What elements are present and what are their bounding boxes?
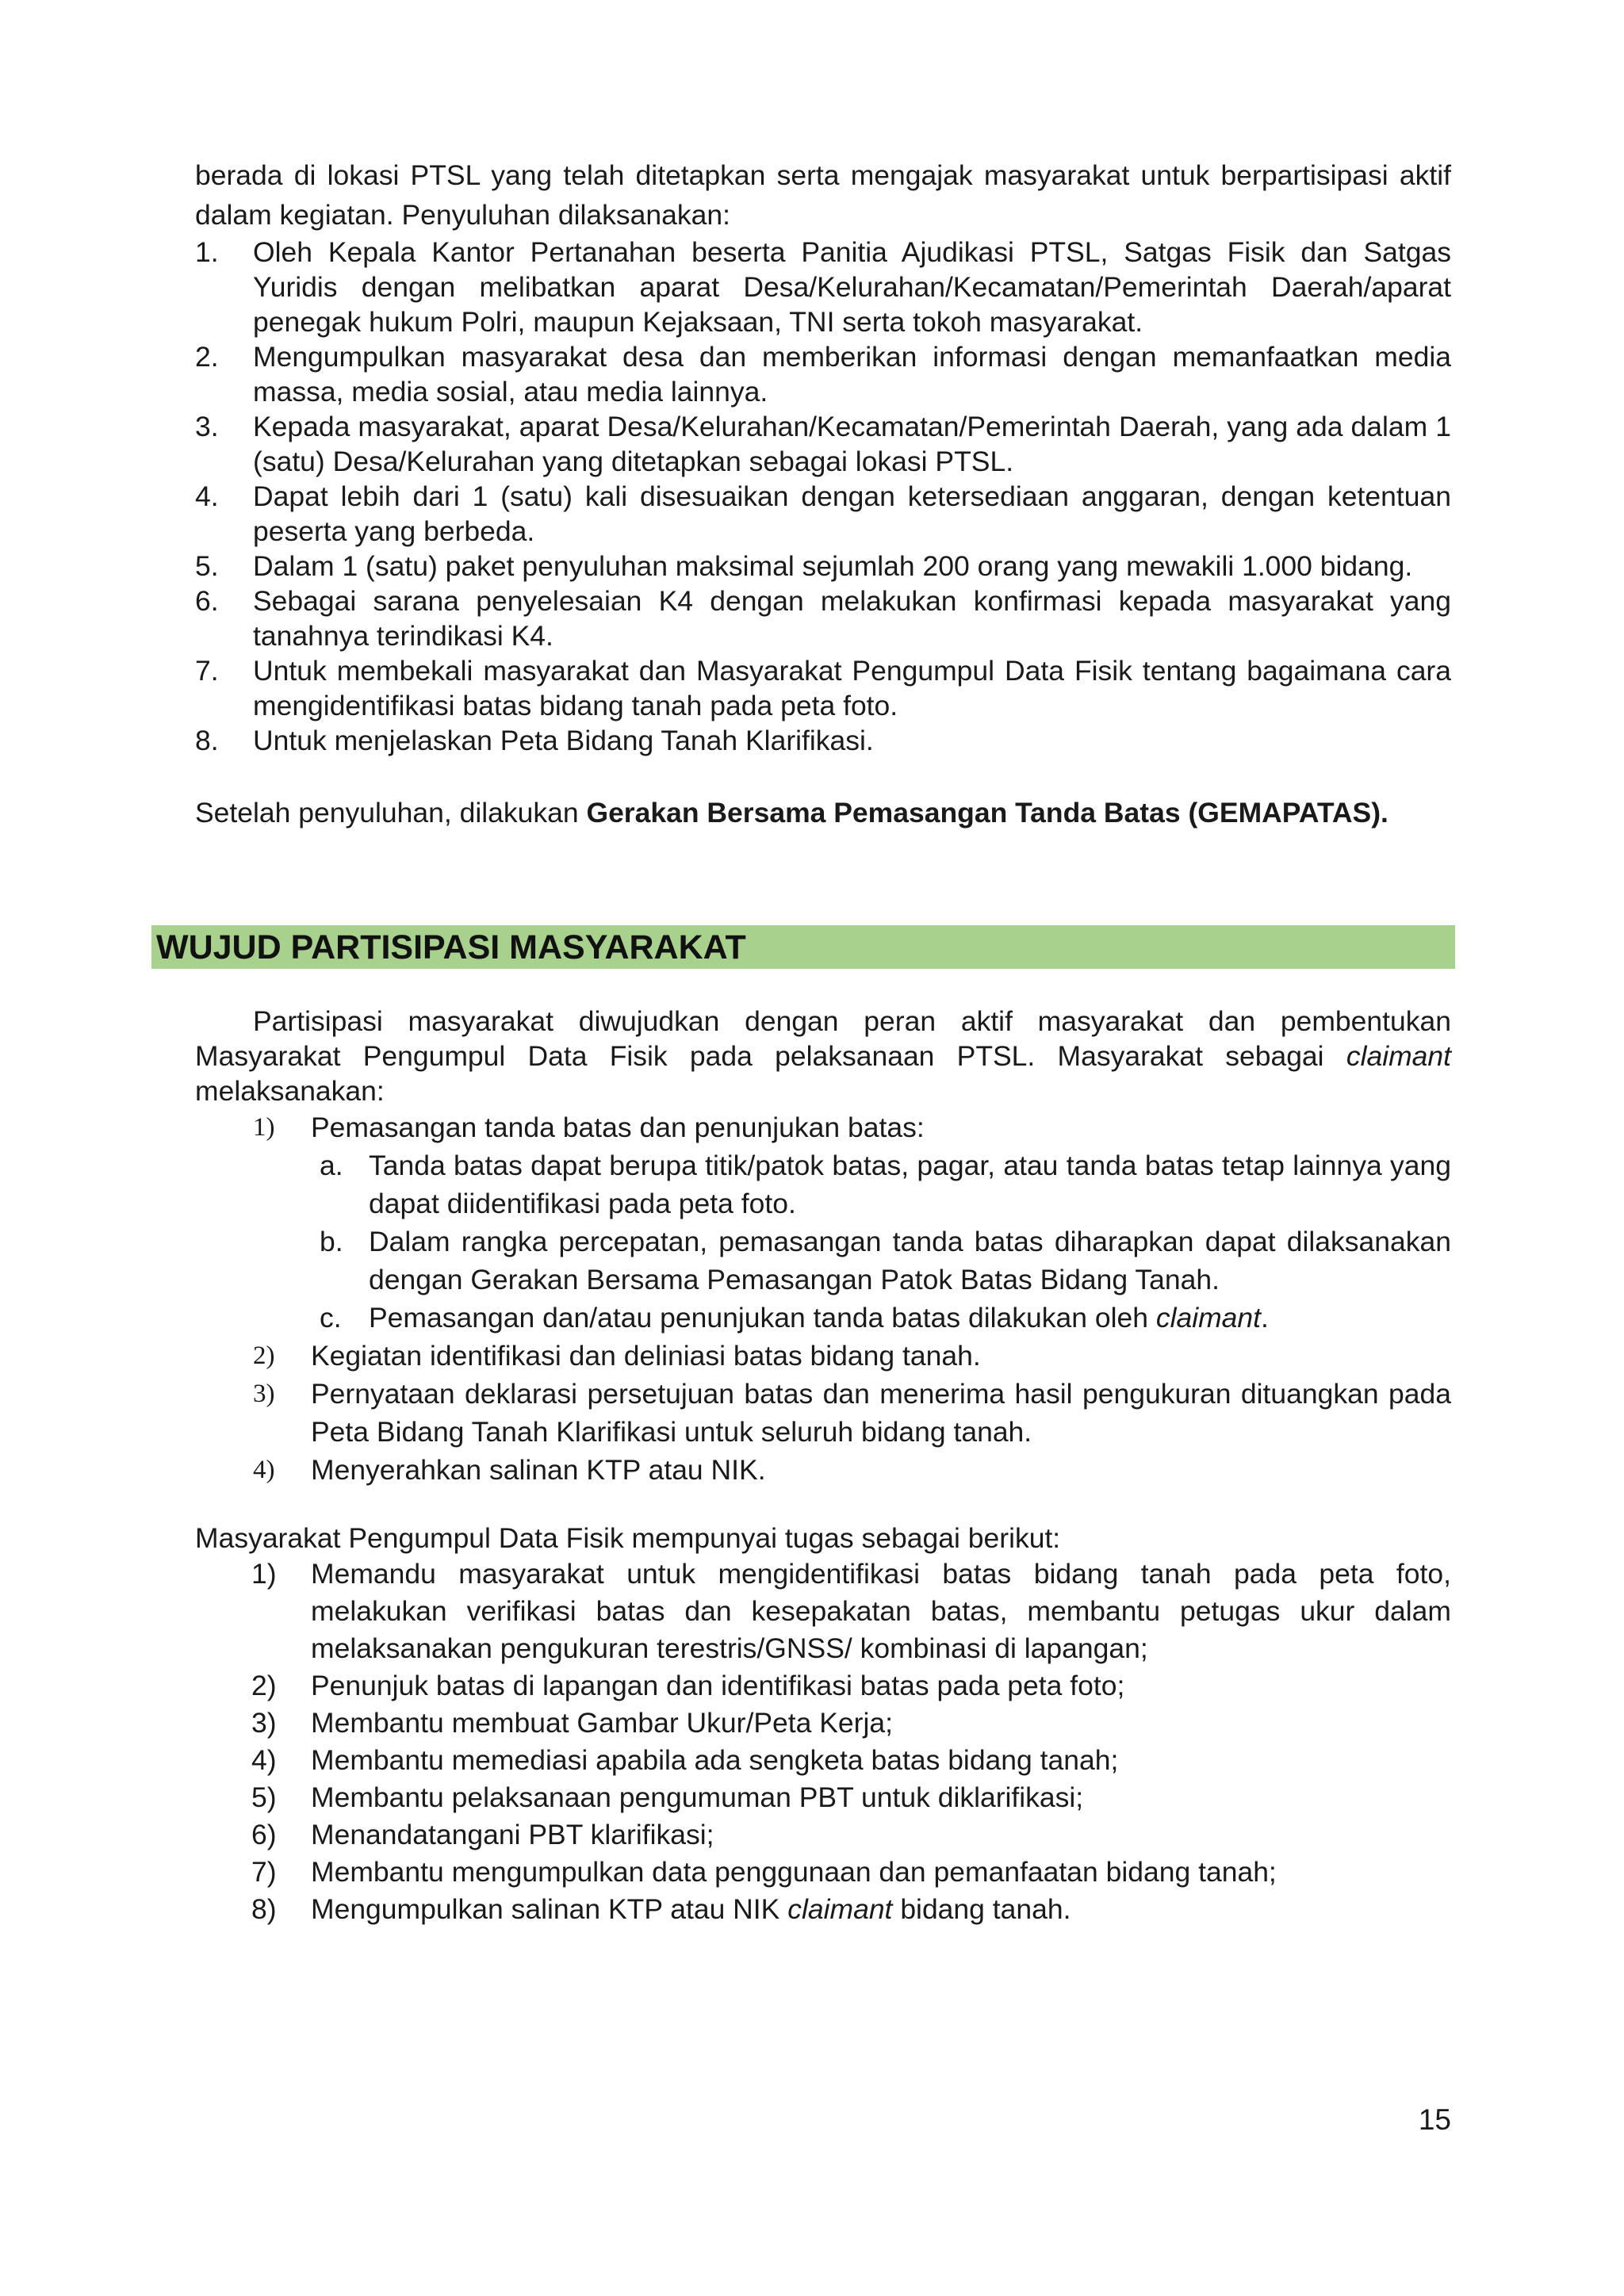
claimant-list [195, 1108, 1451, 1146]
list-item [195, 1108, 1451, 1146]
tasks-intro: Masyarakat Pengumpul Data Fisik mempunyai tugas sebagai berikut: [195, 1522, 1061, 1554]
list-text: Dalam 1 (satu) paket penyuluhan maksimal sejumlah 200 orang yang mewakili 1.000 bidang. [253, 550, 1413, 582]
tasks-list [195, 1556, 1451, 1928]
section-heading-bar [151, 925, 1455, 969]
participation-paragraph [195, 1004, 1451, 1108]
paragraph-text: Partisipasi masyarakat diwujudkan dengan peran aktif masyarakat dan pembentukan Masyarakat Pengumpul Data Fisik pada pelaksanaan PTSL. Masyarakat sebagai [195, 1005, 1451, 1072]
list-item [195, 723, 1451, 758]
intro-block [195, 155, 1451, 830]
list-italic: claimant [787, 1893, 893, 1925]
list-text: Membantu pelaksanaan pengumuman PBT untuk diklarifikasi; [311, 1781, 1084, 1813]
list-text: Kepada masyarakat, aparat Desa/Kelurahan/Kecamatan/Pemerintah Daerah, yang ada dalam 1 (satu) Desa/Kelurahan yang ditetapkan sebagai lokasi PTSL. [253, 411, 1451, 477]
list-text: Pemasangan tanda batas dan penunjukan batas: [311, 1112, 925, 1143]
list-number: 2) [251, 1670, 277, 1701]
list-text: Menandatangani PBT klarifikasi; [311, 1819, 714, 1850]
list-number: 3) [253, 1380, 275, 1408]
list-text: Dalam rangka percepatan, pemasangan tanda batas diharapkan dapat dilaksanakan dengan Gerakan Bersama Pemasangan Patok Batas Bidang Tanah. [369, 1226, 1451, 1295]
sub-list-item [195, 1146, 1451, 1223]
paragraph-italic: claimant [1346, 1040, 1452, 1072]
list-item [195, 584, 1451, 653]
list-text: Untuk menjelaskan Peta Bidang Tanah Klarifikasi. [253, 725, 874, 756]
list-number: 3. [195, 411, 219, 442]
list-text: Oleh Kepala Kantor Pertanahan beserta Panitia Ajudikasi PTSL, Satgas Fisik dan Satgas Yuridis dengan melibatkan aparat Desa/Kelurahan/Kecamatan/Pemerintah Daerah/aparat penegak hukum Polri, maupun Kejaksaan, TNI serta tokoh masyarakat. [253, 236, 1451, 338]
list-item [195, 1556, 1451, 1667]
gemapatas-bold-text: Gerakan Bersama Pemasangan Tanda Batas (GEMAPATAS). [586, 797, 1388, 828]
claimant-list-continued [195, 1337, 1451, 1489]
list-text: Tanda batas dapat berupa titik/patok batas, pagar, atau tanda batas tetap lainnya yang dapat diidentifikasi pada peta foto. [369, 1150, 1451, 1219]
section-heading: WUJUD PARTISIPASI MASYARAKAT [156, 928, 746, 966]
list-text: Membantu membuat Gambar Ukur/Peta Kerja; [311, 1707, 893, 1739]
list-letter: c. [320, 1302, 342, 1334]
list-text: Mengumpulkan salinan KTP atau NIK [311, 1893, 780, 1925]
list-item [195, 339, 1451, 409]
list-number: 5. [195, 550, 219, 582]
list-number: 8) [251, 1893, 277, 1925]
list-item [195, 1742, 1451, 1779]
list-item [195, 1451, 1451, 1489]
list-text: Memandu masyarakat untuk mengidentifikasi batas bidang tanah pada peta foto, melakukan verifikasi batas dan kesepakatan batas, membantu petugas ukur dalam melaksanakan pengukuran terestris/GNSS/ kombinasi di lapangan; [311, 1558, 1451, 1664]
list-item [195, 1816, 1451, 1854]
paragraph-tail: melaksanakan: [195, 1075, 385, 1107]
list-text: Menyerahkan salinan KTP atau NIK. [311, 1454, 766, 1486]
list-number: 8. [195, 725, 219, 756]
list-tail: bidang tanah. [900, 1893, 1071, 1925]
list-text: Penunjuk batas di lapangan dan identifikasi batas pada peta foto; [311, 1670, 1125, 1701]
sub-list-item [195, 1299, 1451, 1337]
gemapatas-paragraph [195, 795, 1451, 830]
list-number: 5) [251, 1781, 277, 1813]
list-number: 7. [195, 655, 219, 687]
list-number: 2) [253, 1341, 275, 1370]
list-text: Dapat lebih dari 1 (satu) kali disesuaikan dengan ketersediaan anggaran, dengan ketentuan peserta yang berbeda. [253, 480, 1451, 547]
list-number: 1) [251, 1558, 277, 1590]
list-item [195, 1375, 1451, 1451]
list-number: 3) [251, 1707, 277, 1739]
list-letter: b. [320, 1226, 343, 1257]
list-tail: . [1261, 1302, 1269, 1334]
list-item [195, 479, 1451, 549]
page-number: 15 [1418, 2103, 1451, 2136]
extension-list [195, 235, 1451, 758]
list-item [195, 1337, 1451, 1375]
list-number: 4. [195, 480, 219, 512]
list-item [195, 1891, 1451, 1928]
list-text: Pemasangan dan/atau penunjukan tanda batas dilakukan oleh [369, 1302, 1148, 1334]
list-text: Pernyataan deklarasi persetujuan batas dan menerima hasil pengukuran dituangkan pada Peta Bidang Tanah Klarifikasi untuk seluruh bidang tanah. [311, 1378, 1451, 1448]
list-text: Kegiatan identifikasi dan deliniasi batas bidang tanah. [311, 1340, 981, 1372]
list-number: 1. [195, 236, 219, 268]
list-item [195, 1705, 1451, 1742]
list-italic: claimant [1155, 1302, 1262, 1334]
list-number: 4) [253, 1456, 275, 1484]
list-number: 6. [195, 585, 219, 617]
sub-list-item [195, 1223, 1451, 1299]
list-number: 6) [251, 1819, 277, 1850]
list-text: Membantu memediasi apabila ada sengketa batas bidang tanah; [311, 1744, 1119, 1776]
list-item [195, 653, 1451, 723]
list-text: Sebagai sarana penyelesaian K4 dengan melakukan konfirmasi kepada masyarakat yang tanahnya terindikasi K4. [253, 585, 1451, 652]
list-number: 1) [253, 1113, 275, 1142]
list-number: 7) [251, 1856, 277, 1888]
boundary-sublist [195, 1146, 1451, 1337]
list-item [195, 1667, 1451, 1705]
list-item [195, 549, 1451, 584]
gemapatas-prefix: Setelah penyuluhan, dilakukan [195, 797, 579, 828]
list-text: Untuk membekali masyarakat dan Masyarakat Pengumpul Data Fisik tentang bagaimana cara mengidentifikasi batas bidang tanah pada peta foto. [253, 655, 1451, 721]
list-item [195, 235, 1451, 339]
intro-paragraph: berada di lokasi PTSL yang telah ditetapkan serta mengajak masyarakat untuk berpartisipasi aktif dalam kegiatan. Penyuluhan dilaksanakan: [195, 159, 1451, 231]
list-number: 4) [251, 1744, 277, 1776]
participation-block [195, 1004, 1451, 1928]
list-item [195, 409, 1451, 479]
list-text: Membantu mengumpulkan data penggunaan dan pemanfaatan bidang tanah; [311, 1856, 1277, 1888]
list-text: Mengumpulkan masyarakat desa dan memberikan informasi dengan memanfaatkan media massa, media sosial, atau media lainnya. [253, 341, 1451, 408]
list-number: 2. [195, 341, 219, 373]
list-item [195, 1854, 1451, 1891]
list-item [195, 1779, 1451, 1816]
list-letter: a. [320, 1150, 343, 1181]
